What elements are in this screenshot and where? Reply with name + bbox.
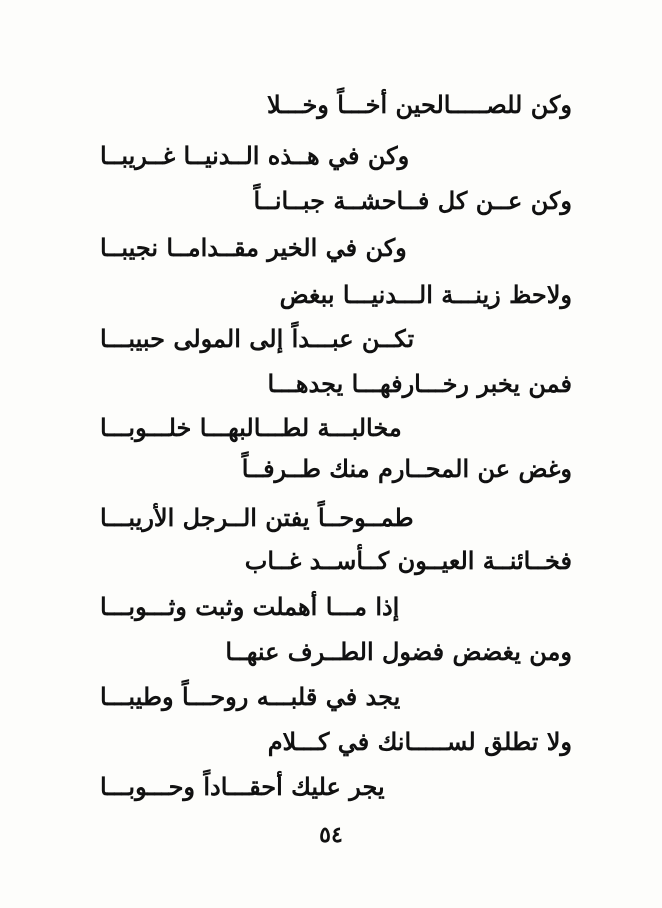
verse-4-second-half: مخالبـــة لطـــالبهـــا خلـــوبـــا <box>100 413 402 442</box>
page-number: ٥٤ <box>319 822 343 848</box>
verse-8-second-half: يجر عليك أحقـــاداً وحـــوبـــا <box>100 772 385 801</box>
verse-8-first-half: ولا تطلق لســـــانك في كـــلام <box>267 727 572 756</box>
verse-5-second-half: طمــوحــاً يفتن الــرجل الأريبـــا <box>100 503 414 532</box>
verse-6-second-half: إذا مـــا أهملت وثبت وثـــوبـــا <box>100 592 400 621</box>
verse-1-second-half: وكن في هــذه الــدنيــا غــريبــا <box>100 141 410 170</box>
verse-5-first-half: وغض عن المحــارم منك طــرفــاً <box>241 454 572 483</box>
verse-6-first-half: فخــائنــة العيــون كــأســد غــاب <box>244 546 572 575</box>
verse-3-second-half: تكــن عبـــداً إلى المولى حبيبـــا <box>100 324 415 353</box>
verse-4-first-half: فمن يخبر رخـــارفهـــا يجدهـــا <box>267 369 572 398</box>
verse-3-first-half: ولاحظ زينـــة الـــدنيـــا ببغض <box>279 280 572 309</box>
verse-2-second-half: وكن في الخير مقــدامــا نجيبــا <box>100 233 407 262</box>
verse-7-first-half: ومن يغضض فضول الطــرف عنهــا <box>225 637 572 666</box>
verse-1-first-half: وكن للصـــــالحين أخـــاً وخـــلا <box>267 90 572 119</box>
verse-7-second-half: يجد في قلبـــه روحـــاً وطيبـــا <box>100 682 401 711</box>
verse-2-first-half: وكن عــن كل فــاحشــة جبــانــاً <box>253 186 572 215</box>
